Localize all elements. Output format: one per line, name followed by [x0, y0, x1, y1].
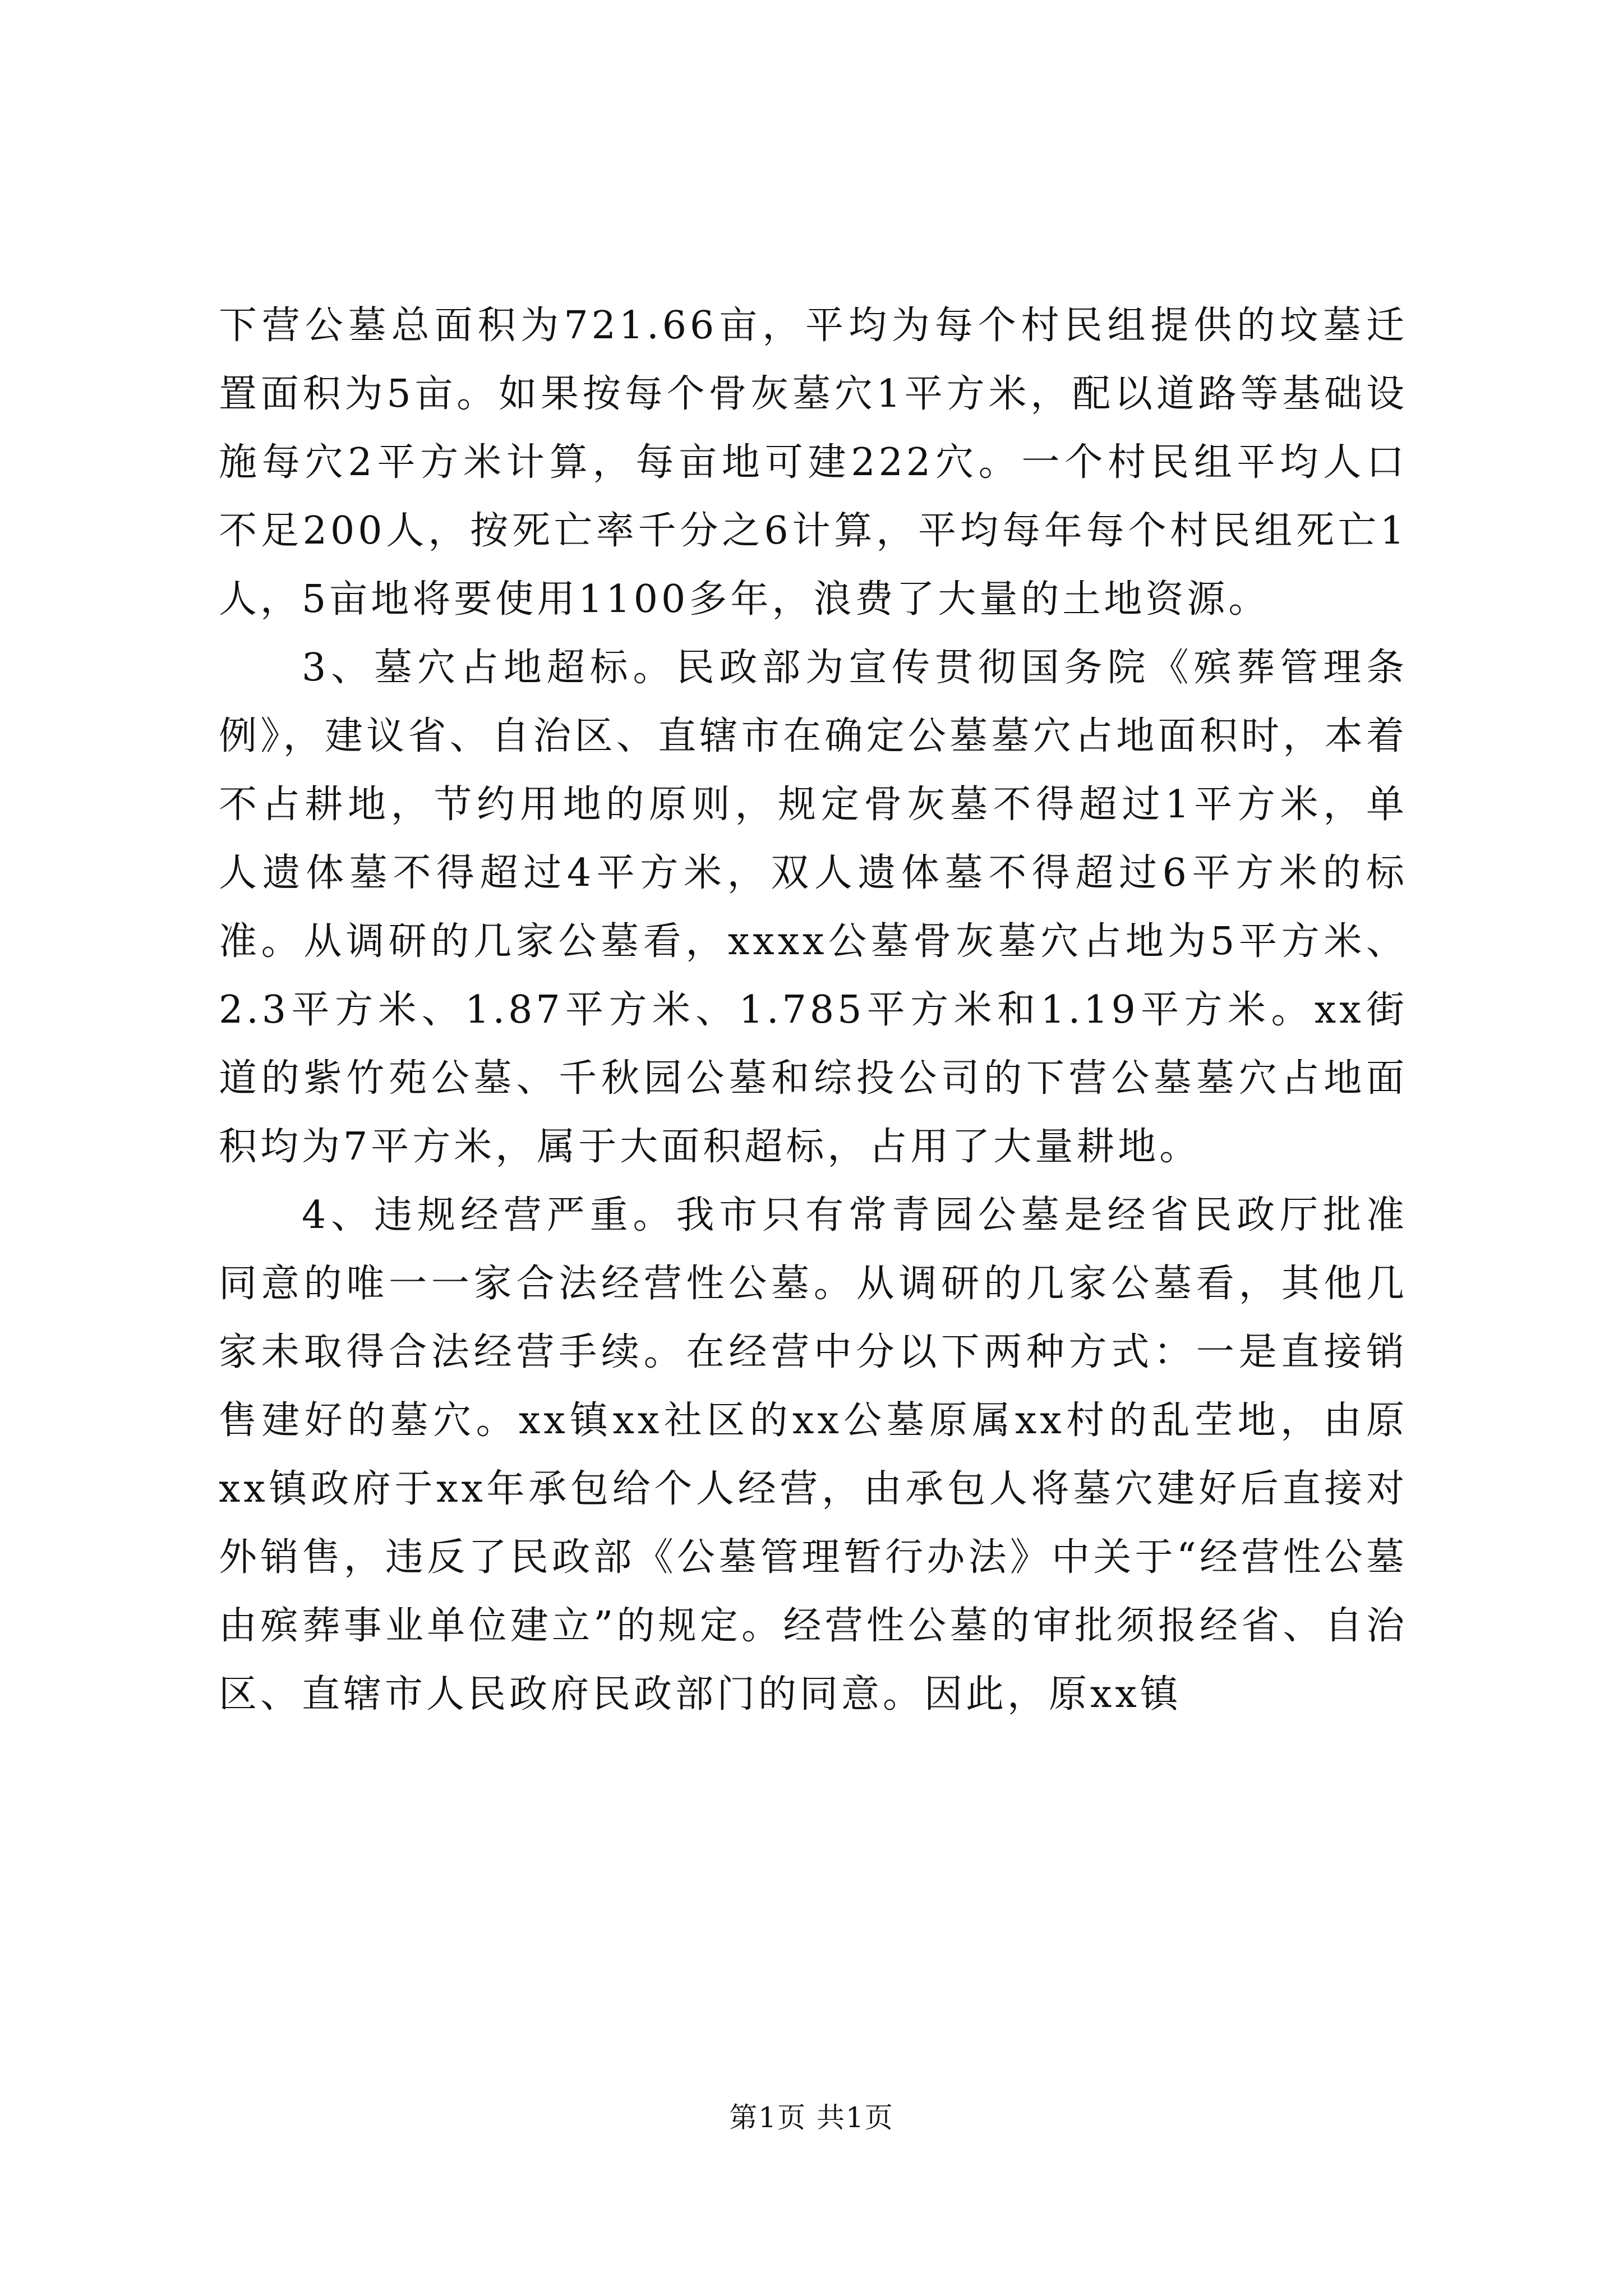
document-body [219, 292, 1408, 1729]
page-footer: 第1页 共1页 [729, 2101, 894, 2134]
paragraph-1: 下营公墓总面积为721.66亩，平均为每个村民组提供的坟墓迁置面积为5亩。如果按每个骨灰墓穴1平方米，配以道路等基础设施每穴2平方米计算，每亩地可建222穴。一个村民组平均人口不足200人，按死亡率千分之6计算，平均每年每个村民组死亡1人，5亩地将要使用1100多年，浪费了大量的土地资源。 [219, 303, 1408, 622]
paragraph-3: 4、违规经营严重。我市只有常青园公墓是经省民政厅批准同意的唯一一家合法经营性公墓。从调研的几家公墓看，其他几家未取得合法经营手续。在经营中分以下两种方式：一是直接销售建好的墓穴。xx镇xx社区的xx公墓原属xx村的乱茔地，由原xx镇政府于xx年承包给个人经营，由承包人将墓穴建好后直接对外销售，违反了民政部《公墓管理暂行办法》中关于“经营性公墓由殡葬事业单位建立”的规定。经营性公墓的审批须报经省、自治区、直辖市人民政府民政部门的同意。因此，原xx镇 [219, 1193, 1408, 1717]
paragraph-2: 3、墓穴占地超标。民政部为宣传贯彻国务院《殡葬管理条例》，建议省、自治区、直辖市在确定公墓墓穴占地面积时，本着不占耕地，节约用地的原则，规定骨灰墓不得超过1平方米，单人遗体墓不得超过4平方米，双人遗体墓不得超过6平方米的标准。从调研的几家公墓看，xxxx公墓骨灰墓穴占地为5平方米、2.3平方米、1.87平方米、1.785平方米和1.19平方米。xx街道的紫竹苑公墓、千秋园公墓和综投公司的下营公墓墓穴占地面积均为7平方米，属于大面积超标，占用了大量耕地。 [219, 646, 1408, 1169]
